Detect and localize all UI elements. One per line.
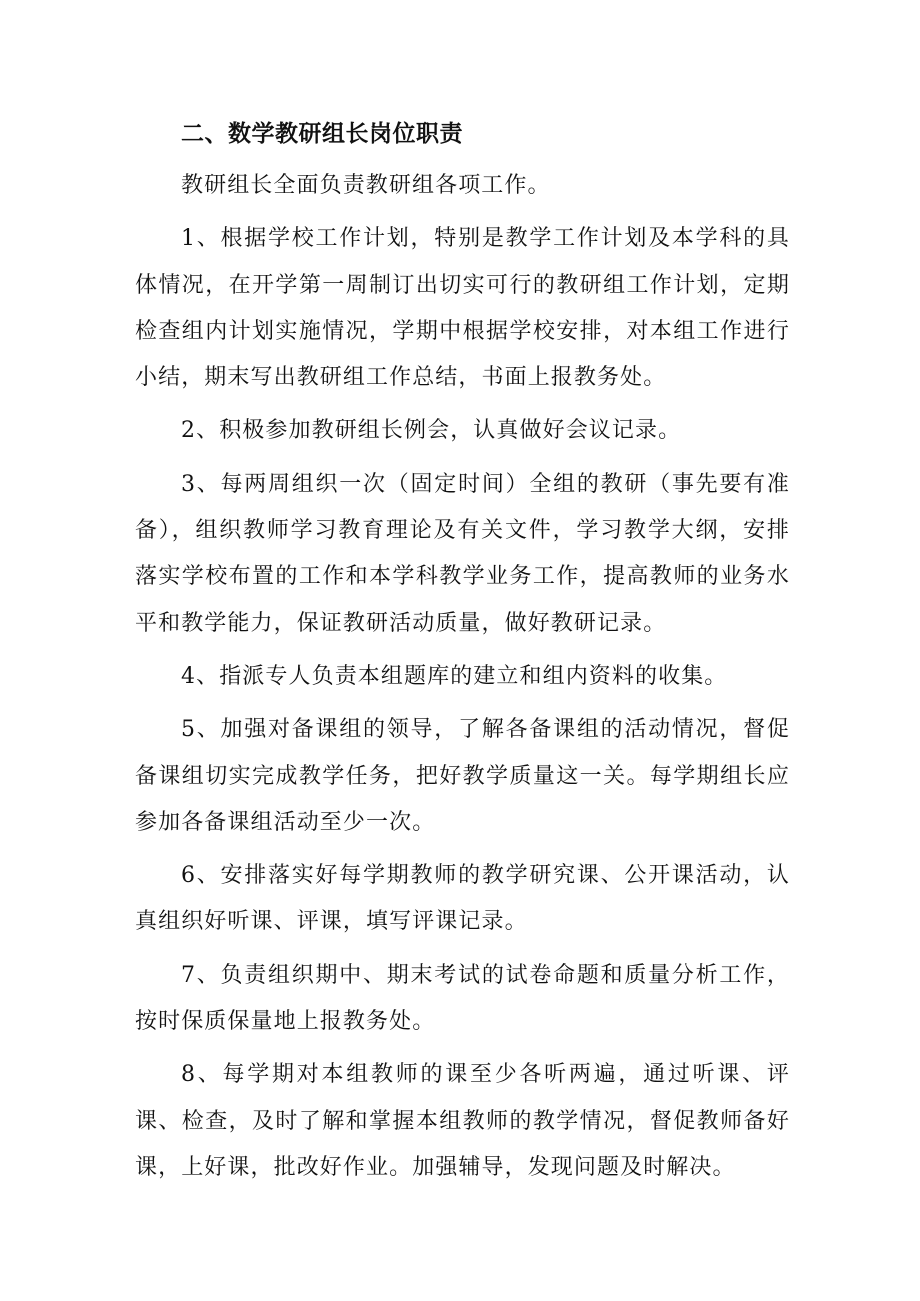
duty-item-4: 4、指派专人负责本组题库的建立和组内资料的收集。 [181,663,728,689]
duty-item-2: 2、积极参加教研组长例会，认真做好会议记录。 [181,418,682,444]
document-body [135,112,790,1191]
duty-item-3: 3、每两周组织一次（固定时间）全组的教研（事先要有准备），组织教师学习教育理论及有关文件，学习教学大纲，安排落实学校布置的工作和本学科教学业务工作，提高教师的业务水平和教学能力，保证教研活动质量，做好教研记录。 [135,471,790,636]
duty-item-6: 6、安排落实好每学期教师的教学研究课、公开课活动，认真组织好听课、评课，填写评课记录。 [135,863,790,935]
intro-paragraph: 教研组长全面负责教研组各项工作。 [181,173,551,198]
duty-item-1: 1、根据学校工作计划，特别是教学工作计划及本学科的具体情况，在开学第一周制订出切实可行的教研组工作计划，定期检查组内计划实施情况，学期中根据学校安排，对本组工作进行小结，期末写出教研组工作总结，书面上报教务处。 [135,226,790,391]
duty-item-5: 5、加强对备课组的领导，了解各备课组的活动情况，督促备课组切实完成教学任务，把好教学质量这一关。每学期组长应参加各备课组活动至少一次。 [135,717,790,835]
duty-item-8: 8、每学期对本组教师的课至少各听两遍，通过听课、评课、检查，及时了解和掌握本组教师的教学情况，督促教师备好课，上好课，批改好作业。加强辅导，发现问题及时解决。 [135,1062,790,1180]
section-heading: 二、数学教研组长岗位职责 [181,121,463,147]
duty-item-7: 7、负责组织期中、期末考试的试卷命题和质量分析工作，按时保质保量地上报教务处。 [135,962,790,1035]
